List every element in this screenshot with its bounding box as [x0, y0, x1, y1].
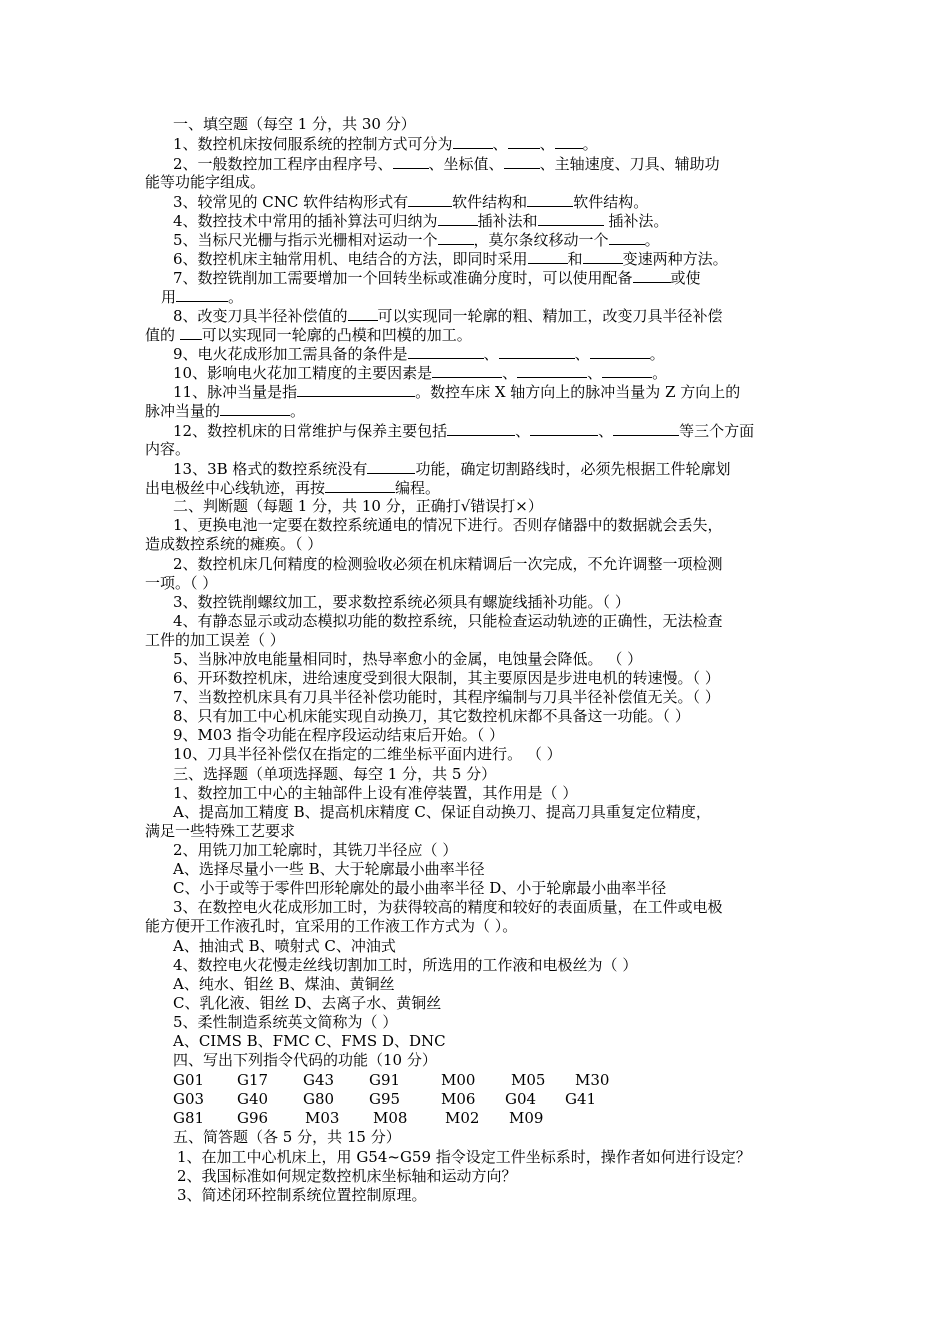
code-cell: M00 [441, 1071, 476, 1089]
fill-question-13: 13、3B 格式的数控系统没有 功能，确定切割路线时，必须先根据工件轮廓划 [173, 460, 731, 478]
answer-blank[interactable] [325, 478, 395, 493]
answer-blank[interactable] [393, 154, 429, 169]
code-cell: G01 [173, 1071, 205, 1089]
answer-blank[interactable] [408, 344, 484, 359]
choice-question-4-options-a: A、纯水、钼丝 B、煤油、黄铜丝 [173, 975, 395, 993]
code-row [145, 1109, 838, 1128]
fill-question-6: 6、数控机床主轴常用机、电结合的方法，即同时采用 和 变速两种方法。 [173, 250, 728, 268]
short-answer-2: 2、我国标准如何规定数控机床坐标轴和运动方向？ [177, 1167, 517, 1185]
fill-question-3: 3、较常见的 CNC 软件结构形式有 软件结构和 软件结构。 [173, 193, 649, 211]
choice-question-4: 4、数控电火花慢走丝线切割加工时，所选用的工作液和电极丝为（ ） [173, 956, 638, 974]
short-answer-1: 1、在加工中心机床上，用 G54~G59 指令设定工件坐标系时，操作者如何进行设定？ [177, 1148, 751, 1166]
code-cell: G17 [237, 1071, 269, 1089]
answer-blank[interactable] [438, 211, 478, 226]
code-cell: G40 [237, 1090, 269, 1108]
choice-question-5-options: A、CIMS B、FMC C、FMS D、DNC [173, 1032, 446, 1050]
section-5-title: 五、简答题（各 5 分，共 15 分） [173, 1128, 401, 1146]
choice-question-1-options-cont: 满足一些特殊工艺要求 [145, 822, 296, 840]
answer-blank[interactable] [538, 211, 604, 226]
fill-question-10: 10、影响电火花加工精度的主要因素是 、 、 。 [173, 364, 668, 382]
fill-question-11: 11、脉冲当量是指 。数控车床 X 轴方向上的脉冲当量为 Z 方向上的 [173, 383, 741, 401]
choice-question-2: 2、用铣刀加工轮廓时，其铣刀半径应（ ） [173, 841, 458, 859]
fill-question-4: 4、数控技术中常用的插补算法可归纳为 插补法和 插补法。 [173, 212, 669, 230]
judge-question-1-cont: 造成数控系统的瘫痪。（ ） [145, 535, 323, 553]
judge-question-4-cont: 工件的加工误差（ ） [145, 631, 285, 649]
choice-question-3: 3、在数控电火花成形加工时，为获得较高的精度和较好的表面质量，在工件或电极 [173, 898, 723, 916]
fill-question-13-cont: 出电极丝中心线轨迹，再按 编程。 [145, 479, 441, 497]
answer-blank[interactable] [297, 382, 415, 397]
judge-question-7: 7、当数控机床具有刀具半径补偿功能时，其程序编制与刀具半径补偿值无关。（ ） [173, 688, 720, 706]
fill-question-7-cont: 用 。 [161, 288, 244, 306]
choice-question-2-options-a: A、选择尽量小一些 B、大于轮廓最小曲率半径 [173, 860, 485, 878]
code-cell: G43 [303, 1071, 335, 1089]
fill-question-12-cont: 内容。 [145, 440, 191, 458]
answer-blank[interactable] [583, 249, 623, 264]
judge-question-5: 5、当脉冲放电能量相同时，热导率愈小的金属，电蚀量会降低。 （ ） [173, 650, 643, 668]
answer-blank[interactable] [517, 363, 587, 378]
answer-blank[interactable] [438, 230, 474, 245]
section-3-title: 三、选择题（单项选择题、每空 1 分，共 5 分） [173, 765, 497, 783]
code-cell: G41 [565, 1090, 597, 1108]
fill-question-5: 5、当标尺光栅与指示光栅相对运动一个 ，莫尔条纹移动一个 。 [173, 231, 660, 249]
code-cell: M05 [511, 1071, 546, 1089]
answer-blank[interactable] [602, 363, 652, 378]
choice-question-1: 1、数控加工中心的主轴部件上设有准停装置，其作用是（ ） [173, 784, 578, 802]
code-cell: M09 [509, 1109, 544, 1127]
answer-blank[interactable] [555, 134, 583, 149]
fill-question-7: 7、数控铣削加工需要增加一个回转坐标或准确分度时，可以使用配备 或使 [173, 269, 701, 287]
choice-question-3-options: A、抽油式 B、喷射式 C、冲油式 [173, 937, 396, 955]
choice-question-5: 5、柔性制造系统英文简称为（ ） [173, 1013, 398, 1031]
fill-question-8: 8、改变刀具半径补偿值的 可以实现同一轮廓的粗、精加工，改变刀具半径补偿 [173, 307, 723, 325]
answer-blank[interactable] [633, 268, 671, 283]
code-cell: M30 [575, 1071, 610, 1089]
section-1-title: 一、填空题（每空 1 分，共 30 分） [173, 115, 416, 133]
code-row [145, 1090, 838, 1109]
code-cell: M06 [441, 1090, 476, 1108]
code-cell: G80 [303, 1090, 335, 1108]
choice-question-3-cont: 能方便开工作液孔时，宜采用的工作液工作方式为（ ）。 [145, 917, 518, 935]
code-cell: M02 [445, 1109, 480, 1127]
answer-blank[interactable] [504, 154, 540, 169]
answer-blank[interactable] [176, 287, 228, 302]
code-row [145, 1071, 838, 1090]
answer-blank[interactable] [180, 325, 202, 340]
answer-blank[interactable] [527, 192, 573, 207]
answer-blank[interactable] [590, 344, 650, 359]
answer-blank[interactable] [508, 134, 540, 149]
answer-blank[interactable] [220, 401, 290, 416]
section-4-title: 四、写出下列指令代码的功能（10 分） [173, 1051, 437, 1069]
answer-blank[interactable] [432, 363, 502, 378]
fill-question-1: 1、数控机床按伺服系统的控制方式可分为 、 、 。 [173, 135, 598, 153]
fill-question-9: 9、电火花成形加工需具备的条件是 、 、 。 [173, 345, 665, 363]
code-cell: G04 [505, 1090, 537, 1108]
code-cell: G91 [369, 1071, 401, 1089]
judge-question-1: 1、更换电池一定要在数控系统通电的情况下进行。否则存储器中的数据就会丢失， [173, 516, 723, 534]
answer-blank[interactable] [408, 192, 452, 207]
judge-question-8: 8、只有加工中心机床能实现自动换刀，其它数控机床都不具备这一功能。（ ） [173, 707, 690, 725]
answer-blank[interactable] [528, 249, 568, 264]
judge-question-9: 9、M03 指令功能在程序段运动结束后开始。（ ） [173, 726, 505, 744]
choice-question-4-options-c: C、乳化液、钼丝 D、去离子水、黄铜丝 [173, 994, 442, 1012]
answer-blank[interactable] [613, 421, 679, 436]
answer-blank[interactable] [499, 344, 575, 359]
judge-question-6: 6、开环数控机床，进给速度受到很大限制，其主要原因是步进电机的转速慢。（ ） [173, 669, 720, 687]
fill-question-8-cont: 值的 可以实现同一轮廓的凸模和凹模的加工。 [145, 326, 472, 344]
code-cell: G03 [173, 1090, 205, 1108]
judge-question-4: 4、有静态显示或动态模拟功能的数控系统，只能检查运动轨迹的正确性，无法检查 [173, 612, 723, 630]
code-cell: M08 [373, 1109, 408, 1127]
answer-blank[interactable] [367, 459, 415, 474]
section-2-title: 二、判断题（每题 1 分，共 10 分，正确打√错误打×） [173, 497, 543, 515]
fill-question-2-cont: 能等功能字组成。 [145, 173, 266, 191]
judge-question-2: 2、数控机床几何精度的检测验收必须在机床精调后一次完成，不允许调整一项检测 [173, 555, 723, 573]
answer-blank[interactable] [348, 306, 378, 321]
code-cell: G96 [237, 1109, 269, 1127]
code-cell: G81 [173, 1109, 205, 1127]
choice-question-2-options-c: C、小于或等于零件凹形轮廓处的最小曲率半径 D、小于轮廓最小曲率半径 [173, 879, 667, 897]
fill-question-12: 12、数控机床的日常维护与保养主要包括 、 、 等三个方面 [173, 422, 755, 440]
code-cell: G95 [369, 1090, 401, 1108]
answer-blank[interactable] [453, 134, 493, 149]
judge-question-2-cont: 一项。（ ） [145, 574, 218, 592]
judge-question-10: 10、刀具半径补偿仅在指定的二维坐标平面内进行。 （ ） [173, 745, 562, 763]
fill-question-11-cont: 脉冲当量的 。 [145, 402, 306, 420]
fill-question-2: 2、一般数控加工程序由程序号、 、坐标值、 、主轴速度、刀具、辅助功 [173, 155, 720, 173]
judge-question-3: 3、数控铣削螺纹加工，要求数控系统必须具有螺旋线插补功能。（ ） [173, 593, 630, 611]
answer-blank[interactable] [447, 421, 515, 436]
answer-blank[interactable] [530, 421, 598, 436]
code-cell: M03 [305, 1109, 340, 1127]
choice-question-1-options: A、提高加工精度 B、提高机床精度 C、保证自动换刀、提高刀具重复定位精度， [173, 803, 711, 821]
answer-blank[interactable] [609, 230, 645, 245]
short-answer-3: 3、简述闭环控制系统位置控制原理。 [177, 1186, 427, 1204]
